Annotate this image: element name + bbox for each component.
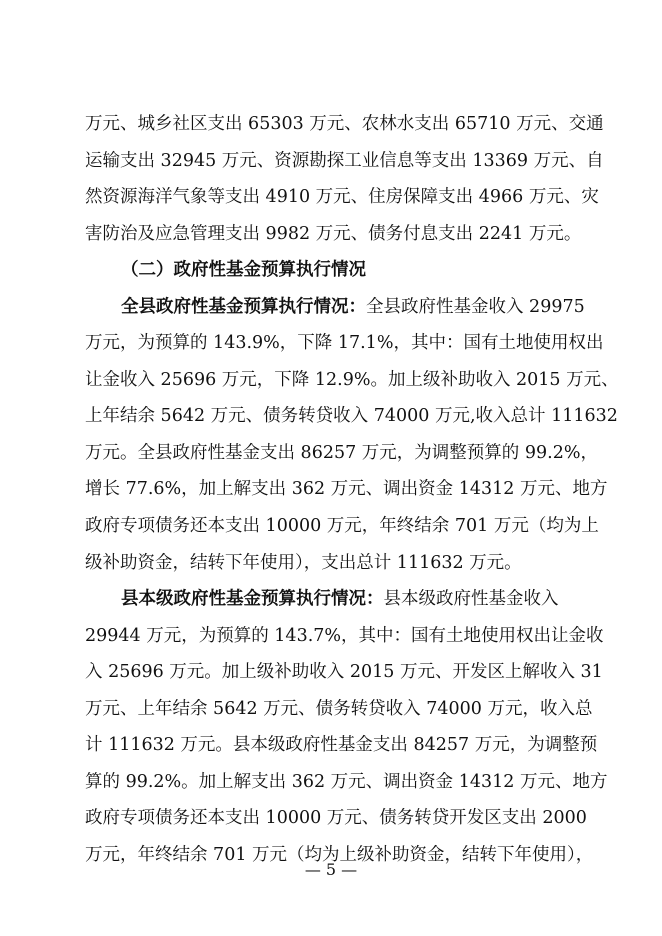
paragraph-text: 县本级政府性基金收入 [383,589,559,610]
text-line: 万元、城乡社区支出 65303 万元、农林水支出 65710 万元、交通 [85,114,604,134]
text-line: 运输支出 32945 万元、资源勘探工业信息等支出 13369 万元、自 [85,150,604,171]
text-line: 政府专项债务还本支出 10000 万元，年终结余 701 万元（均为上 [85,516,599,537]
text-line: 然资源海洋气象等支出 4910 万元、住房保障支出 4966 万元、灾 [85,187,599,208]
paragraph-text: 全县政府性基金收入 29975 [366,296,585,317]
text-line: 万元，年终结余 701 万元（均为上级补助资金，结转下年使用）， [85,844,594,865]
text-line: 万元，为预算的 143.9%，下降 17.1%，其中：国有土地使用权出 [85,333,604,354]
text-line: 政府专项债务还本支出 10000 万元、债务转贷开发区支出 2000 [85,808,587,829]
text-line: 计 111632 万元。县本级政府性基金支出 84257 万元，为调整预 [85,735,598,756]
paragraph-lead: 县本级政府性基金预算执行情况： [121,589,384,610]
paragraph-first-line [85,289,585,326]
text-line: 害防治及应急管理支出 9982 万元、债务付息支出 2241 万元。 [85,223,582,244]
text-line: 上年结余 5642 万元、债务转贷收入 74000 万元,收入总计 111632 [85,406,618,427]
text-line: 算的 99.2%。加上解支出 362 万元、调出资金 14312 万元、地方 [85,771,608,792]
page-number: — 5 — [304,860,358,879]
text-line: 万元、上年结余 5642 万元、债务转贷收入 74000 万元，收入总 [85,698,593,719]
text-line: 29944 万元，为预算的 143.7%，其中：国有土地使用权出让金收 [85,625,604,646]
text-line: 增长 77.6%，加上解支出 362 万元、调出资金 14312 万元、地方 [85,479,608,500]
text-line: 级补助资金，结转下年使用），支出总计 111632 万元。 [85,552,522,573]
paragraph-lead: 全县政府性基金预算执行情况： [121,296,366,317]
text-line: 入 25696 万元。加上级补助收入 2015 万元、开发区上解收入 31 [85,662,603,683]
text-line: 万元。全县政府性基金支出 86257 万元，为调整预算的 99.2%， [85,442,598,463]
text-line: 让金收入 25696 万元，下降 12.9%。加上级补助收入 2015 万元、 [85,369,619,390]
section-heading: （二）政府性基金预算执行情况 [121,260,366,281]
body-text [85,106,619,873]
paragraph-first-line [85,581,580,618]
